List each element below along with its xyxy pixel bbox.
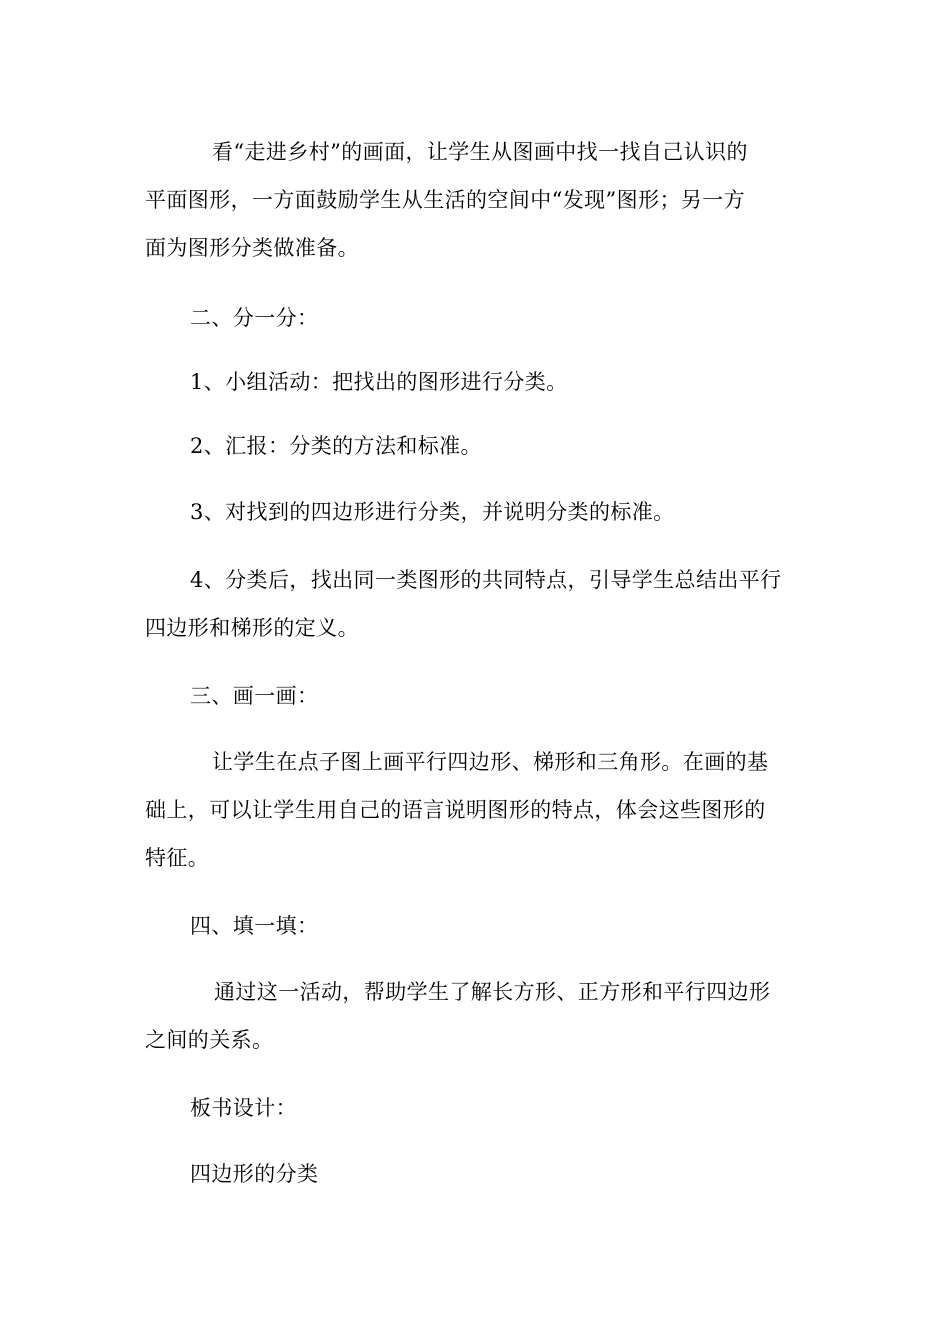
paragraph-intro-line-1: 看“走进乡村”的画面，让学生从图画中找一找自己认识的 bbox=[212, 140, 748, 164]
paragraph-fill-line-2: 之间的关系。 bbox=[145, 1028, 274, 1052]
section-heading-fill: 四、填一填： bbox=[190, 914, 319, 938]
step-3-classify-quadrilaterals: 3、对找到的四边形进行分类，并说明分类的标准。 bbox=[190, 500, 675, 524]
paragraph-intro-line-3: 面为图形分类做准备。 bbox=[145, 236, 359, 260]
step-4-line-2: 四边形和梯形的定义。 bbox=[145, 616, 359, 640]
step-1-group-activity: 1、小组活动：把找出的图形进行分类。 bbox=[190, 370, 568, 394]
section-heading-classify: 二、分一分： bbox=[190, 306, 319, 330]
paragraph-draw-line-1: 让学生在点子图上画平行四边形、梯形和三角形。在画的基 bbox=[212, 750, 769, 774]
paragraph-draw-line-2: 础上，可以让学生用自己的语言说明图形的特点，体会这些图形的 bbox=[145, 798, 766, 822]
board-design-heading: 板书设计： bbox=[190, 1096, 297, 1120]
step-2-report: 2、汇报：分类的方法和标准。 bbox=[190, 434, 482, 458]
paragraph-fill-line-1: 通过这一活动，帮助学生了解长方形、正方形和平行四边形 bbox=[214, 980, 771, 1004]
section-heading-draw: 三、画一画： bbox=[190, 684, 319, 708]
board-design-title: 四边形的分类 bbox=[190, 1162, 319, 1186]
paragraph-draw-line-3: 特征。 bbox=[145, 846, 210, 870]
step-4-line-1: 4、分类后，找出同一类图形的共同特点，引导学生总结出平行 bbox=[190, 568, 782, 592]
paragraph-intro-line-2: 平面图形，一方面鼓励学生从生活的空间中“发现”图形；另一方 bbox=[145, 188, 746, 212]
